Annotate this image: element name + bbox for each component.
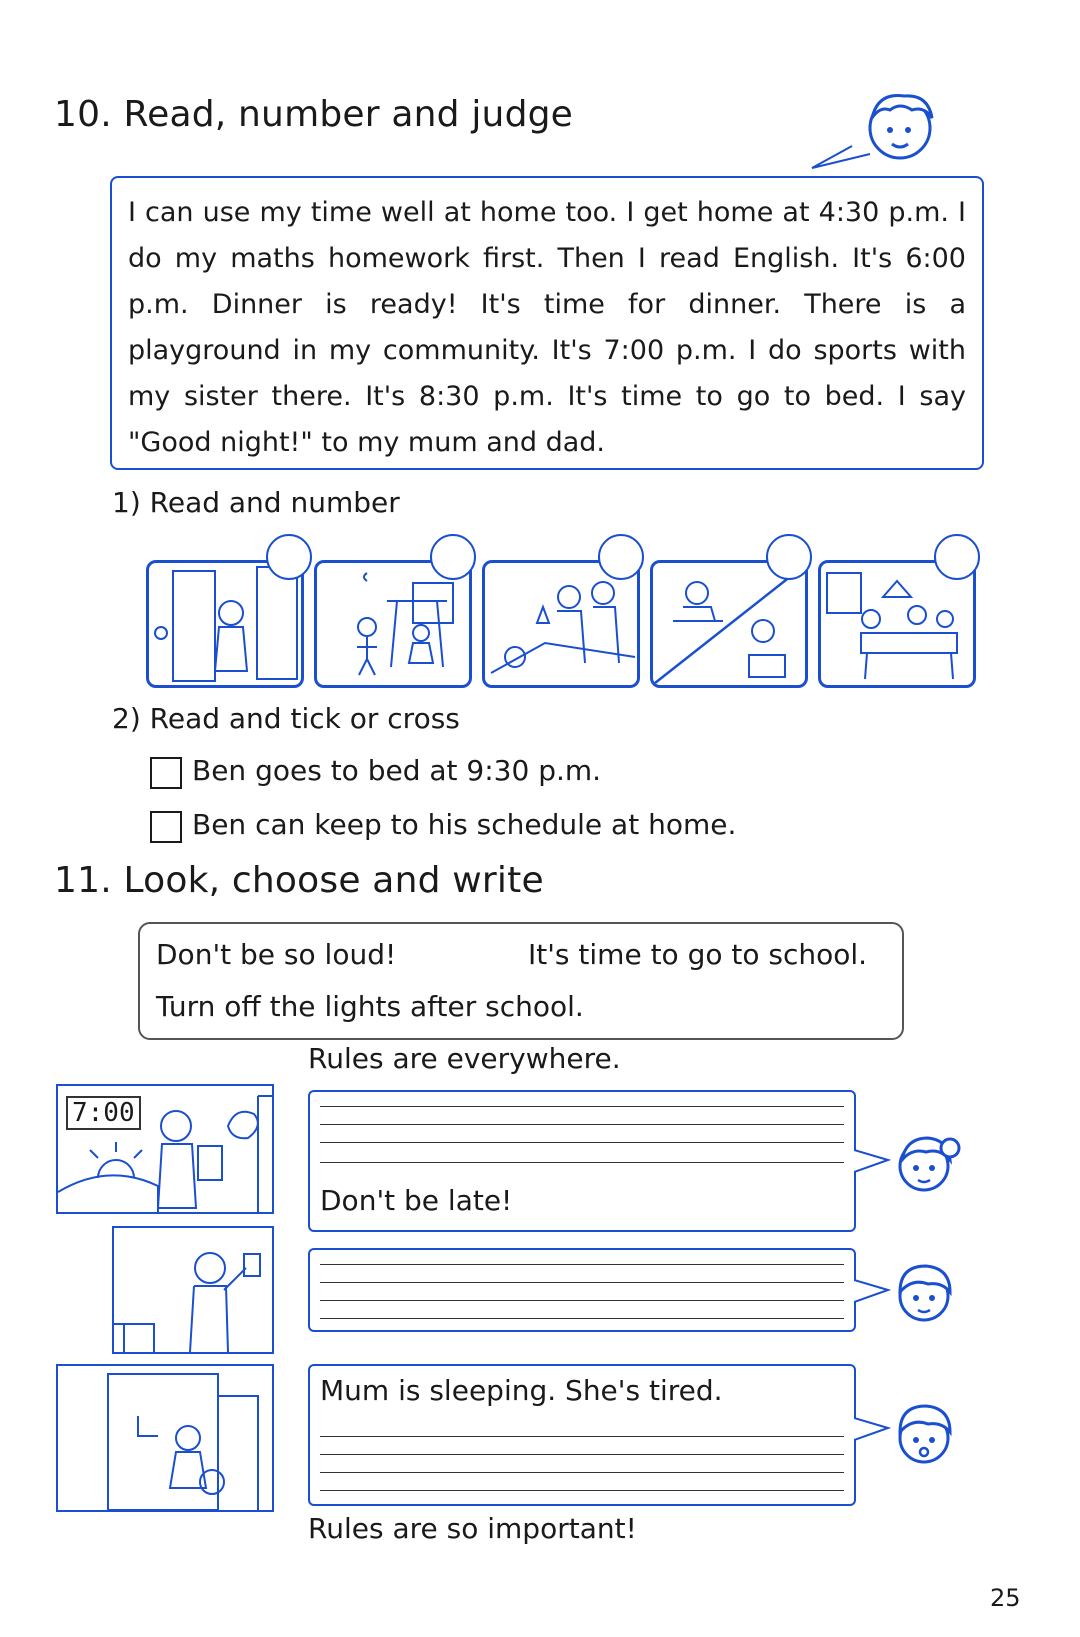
- exercise-11-title: 11. Look, choose and write: [54, 860, 544, 901]
- picture-boy-arriving-home: [146, 560, 304, 688]
- reading-passage: I can use my time well at home too. I get home at 4:30 p.m. I do my maths homework first. Then I read English. It's 6:00 p.m. Dinner is ready! It's time for dinner. There is a playground in my community. It's 7:00 p.m. I do sports with my sister there. It's 8:30 p.m. It's time to go to bed. I say "Good night!" to my mum and dad.: [110, 176, 984, 470]
- surprised-boy-face-icon: [888, 1394, 960, 1470]
- intro-text: Rules are everywhere.: [308, 1042, 621, 1075]
- option-2: It's time to go to school.: [528, 938, 868, 971]
- speech-pointer-1: [854, 1146, 894, 1176]
- answer-box-1[interactable]: [308, 1090, 856, 1232]
- outro-text: Rules are so important!: [308, 1512, 637, 1545]
- statement-2: Ben can keep to his schedule at home.: [192, 808, 737, 841]
- clock-display: 7:00: [66, 1096, 141, 1130]
- part-1-label: 1) Read and number: [112, 486, 400, 519]
- tick-box-2[interactable]: [150, 811, 182, 843]
- number-circle-2[interactable]: [430, 534, 476, 580]
- page-number: 25: [990, 1584, 1021, 1612]
- answer-box-3-text: Mum is sleeping. She's tired.: [320, 1374, 723, 1407]
- answer-box-2[interactable]: [308, 1248, 856, 1332]
- boy-speaker-icon: [800, 84, 950, 176]
- boy-face-icon: [888, 1256, 960, 1328]
- scene-going-to-school: [56, 1084, 274, 1214]
- tick-box-1[interactable]: [150, 757, 182, 789]
- option-3: Turn off the lights after school.: [156, 990, 584, 1023]
- answer-box-1-text: Don't be late!: [320, 1184, 513, 1217]
- number-circle-4[interactable]: [766, 534, 812, 580]
- number-circle-5[interactable]: [934, 534, 980, 580]
- part-2-label: 2) Read and tick or cross: [112, 702, 460, 735]
- scene-turn-off-lights: [112, 1226, 274, 1354]
- word-bank: [138, 922, 904, 1040]
- statement-1: Ben goes to bed at 9:30 p.m.: [192, 754, 602, 787]
- exercise-10-title: 10. Read, number and judge: [54, 94, 574, 135]
- option-1: Don't be so loud!: [156, 938, 397, 971]
- scene-girl-with-ball: [56, 1364, 274, 1512]
- number-circle-1[interactable]: [266, 534, 312, 580]
- number-circle-3[interactable]: [598, 534, 644, 580]
- answer-box-3[interactable]: [308, 1364, 856, 1506]
- girl-face-icon: [890, 1126, 962, 1198]
